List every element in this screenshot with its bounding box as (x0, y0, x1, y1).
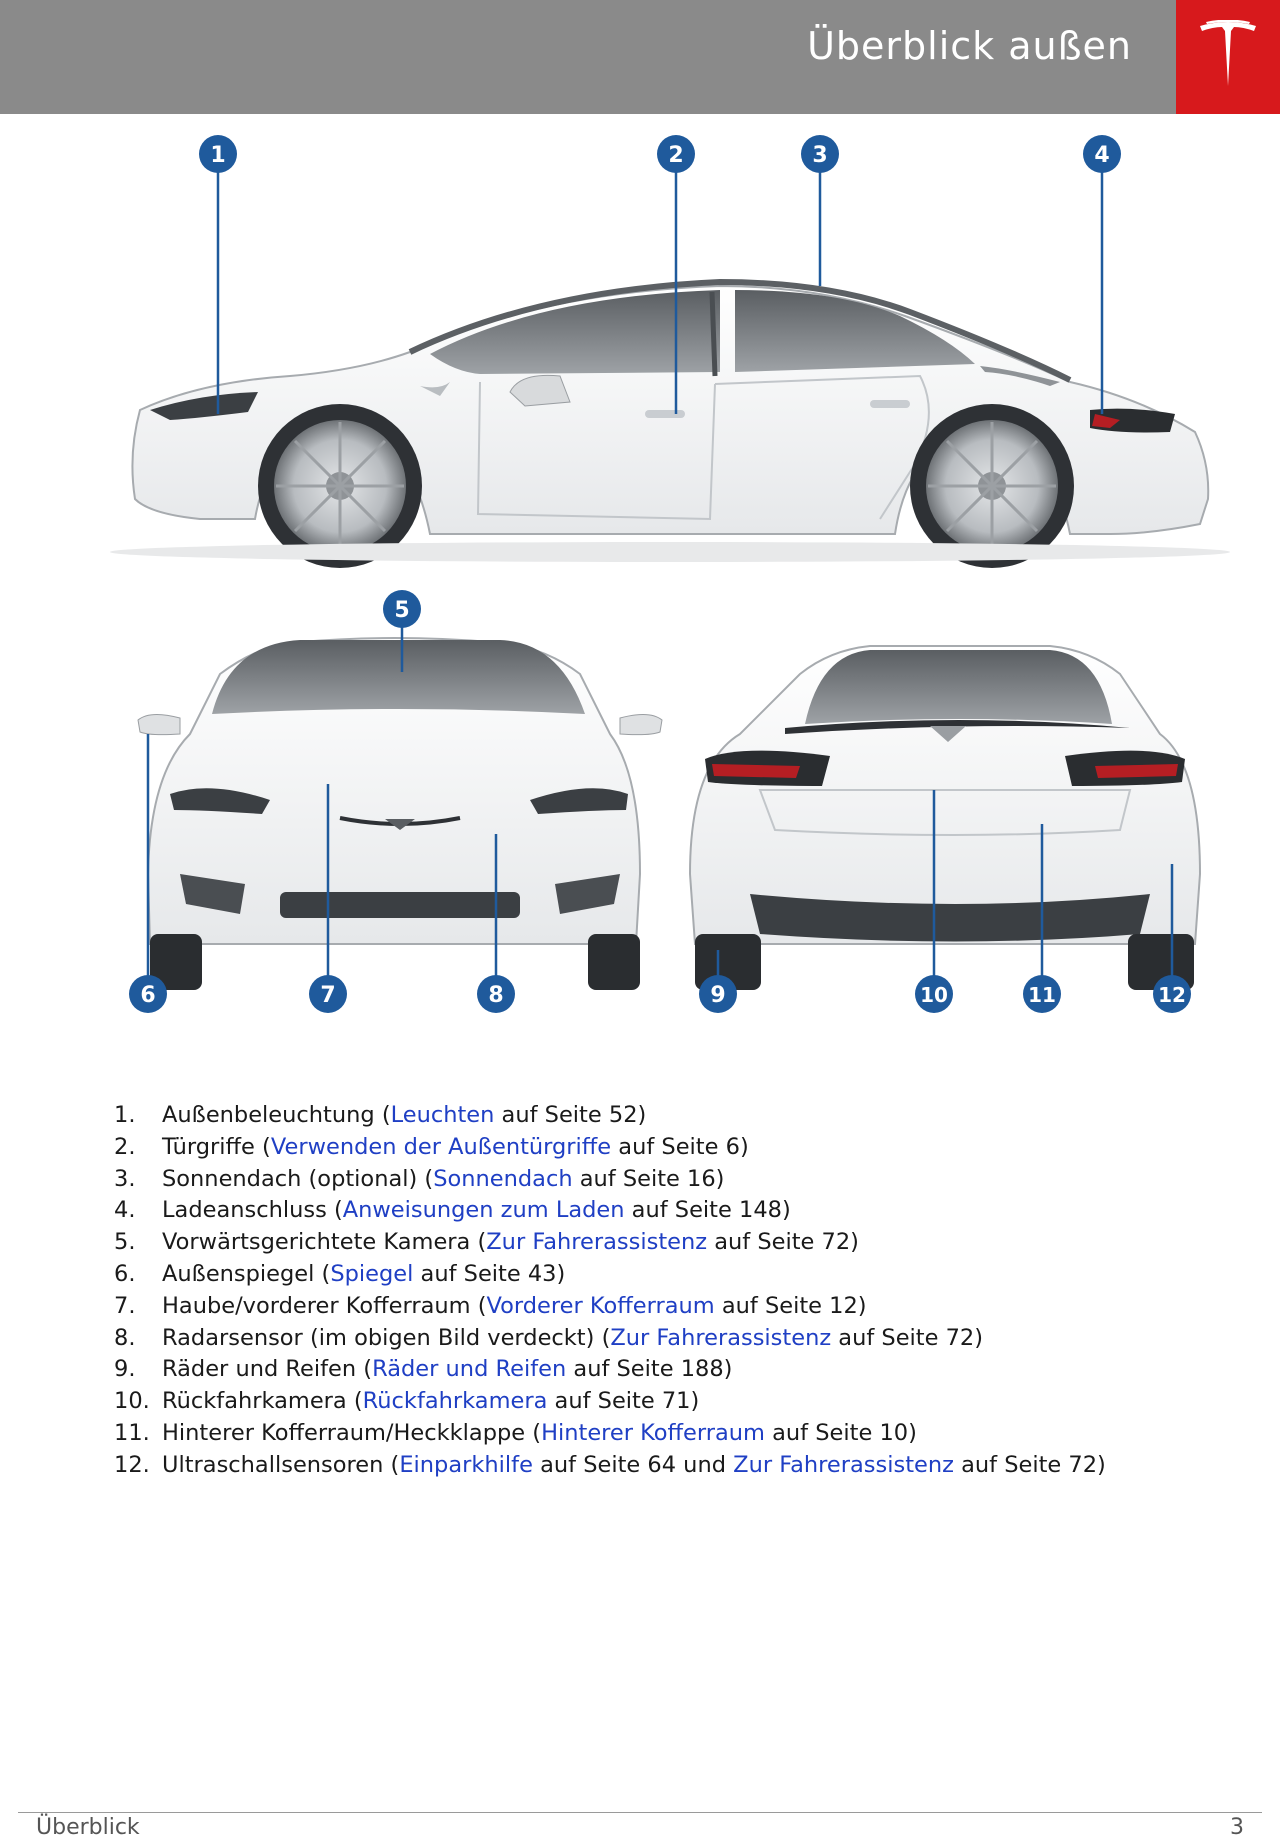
list-item: 11. Hinterer Kofferraum/Heckklappe (Hinterer Kofferraum auf Seite 10) (114, 1419, 917, 1446)
link-wheels-tires[interactable]: Räder und Reifen (372, 1356, 567, 1383)
component-list (114, 1100, 1234, 1482)
footer-divider (18, 1812, 1262, 1813)
link-door-handles[interactable]: Verwenden der Außentürgriffe (270, 1133, 612, 1160)
footer-section: Überblick (36, 1815, 140, 1840)
list-item: 1. Außenbeleuchtung (Leuchten auf Seite 52) (114, 1102, 647, 1128)
svg-text:1: 1 (210, 143, 226, 168)
list-item: 6. Außenspiegel (Spiegel auf Seite 43) (114, 1260, 566, 1287)
link-driver-assistance[interactable]: Zur Fahrerassistenz (610, 1324, 832, 1351)
side-view-car (110, 282, 1230, 568)
list-item: 2. Türgriffe (Verwenden der Außentürgriffe auf Seite 6) (114, 1133, 749, 1160)
svg-text:8: 8 (488, 983, 504, 1008)
callout-4 (1083, 135, 1121, 173)
callout-6 (129, 975, 167, 1013)
link-driver-assistance[interactable]: Zur Fahrerassistenz (733, 1451, 954, 1478)
svg-text:11: 11 (1028, 983, 1056, 1007)
callout-5 (383, 590, 421, 628)
page-title: Überblick außen (807, 24, 1132, 68)
list-item: 7. Haube/vorderer Kofferraum (Vorderer Kofferraum auf Seite 12) (114, 1292, 867, 1319)
list-item: 5. Vorwärtsgerichtete Kamera (Zur Fahrerassistenz auf Seite 72) (114, 1229, 859, 1256)
link-lights[interactable]: Leuchten (390, 1102, 495, 1128)
list-item: 9. Räder und Reifen (Räder und Reifen auf Seite 188) (114, 1356, 733, 1383)
svg-text:7: 7 (320, 983, 336, 1008)
link-park-assist[interactable]: Einparkhilfe (399, 1451, 533, 1478)
link-rear-trunk[interactable]: Hinterer Kofferraum (541, 1419, 765, 1446)
front-view-car (138, 638, 662, 990)
link-rear-camera[interactable]: Rückfahrkamera (362, 1388, 548, 1415)
rear-view-car (690, 646, 1200, 990)
callout-1 (199, 135, 237, 173)
callout-11 (1023, 975, 1061, 1013)
svg-text:6: 6 (140, 983, 156, 1008)
link-mirrors[interactable]: Spiegel (330, 1260, 414, 1287)
link-charging[interactable]: Anweisungen zum Laden (342, 1197, 625, 1224)
list-item: 4. Ladeanschluss (Anweisungen zum Laden auf Seite 148) (114, 1197, 791, 1224)
list-item: 12. Ultraschallsensoren (Einparkhilfe auf Seite 64 und Zur Fahrerassistenz auf Seite 72) (114, 1451, 1106, 1478)
exterior-overview-figure (0, 114, 1280, 1094)
svg-text:10: 10 (920, 983, 948, 1007)
svg-text:5: 5 (394, 598, 410, 623)
list-item: 3. Sonnendach (optional) (Sonnendach auf Seite 16) (114, 1165, 725, 1192)
brand-logo (1176, 0, 1280, 114)
list-item: 8. Radarsensor (im obigen Bild verdeckt) (Zur Fahrerassistenz auf Seite 72) (114, 1324, 984, 1351)
svg-text:3: 3 (812, 143, 828, 168)
link-front-trunk[interactable]: Vorderer Kofferraum (486, 1292, 715, 1319)
page-number: 3 (1230, 1815, 1244, 1840)
svg-text:12: 12 (1158, 983, 1186, 1007)
page-header (0, 0, 1176, 114)
list-item: 10. Rückfahrkamera (Rückfahrkamera auf Seite 71) (114, 1388, 700, 1415)
callout-2 (657, 135, 695, 173)
callout-12 (1153, 975, 1191, 1013)
callout-7 (309, 975, 347, 1013)
callout-10 (915, 975, 953, 1013)
link-driver-assistance[interactable]: Zur Fahrerassistenz (486, 1229, 708, 1256)
callout-9 (699, 975, 737, 1013)
callout-8 (477, 975, 515, 1013)
callout-3 (801, 135, 839, 173)
svg-text:9: 9 (710, 983, 726, 1008)
svg-text:4: 4 (1094, 143, 1110, 168)
tesla-logo-icon (1198, 20, 1258, 90)
link-sunroof[interactable]: Sonnendach (433, 1165, 573, 1192)
svg-text:2: 2 (668, 143, 684, 168)
